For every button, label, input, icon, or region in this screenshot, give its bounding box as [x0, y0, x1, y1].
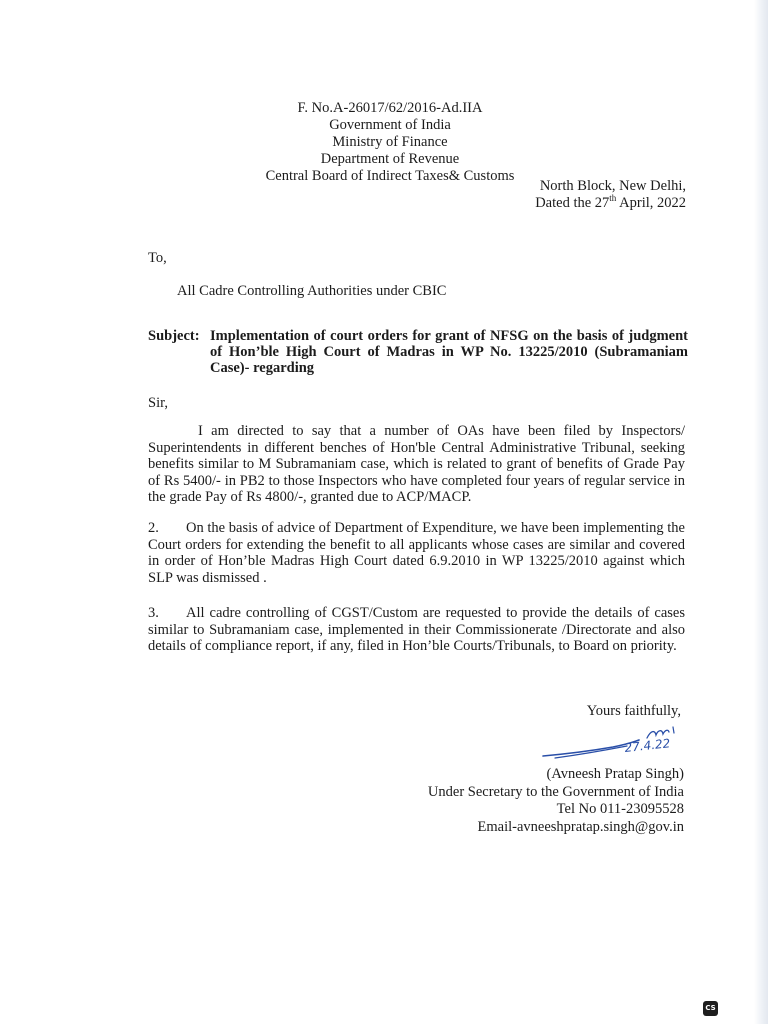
- board-name: Central Board of Indirect Taxes& Customs: [265, 168, 515, 184]
- signatory-email: Email-avneeshpratap.singh@gov.in: [477, 818, 684, 835]
- addressee: All Cadre Controlling Authorities under CBIC: [177, 283, 447, 299]
- camscanner-badge: CS: [703, 1001, 718, 1016]
- paragraph-3-number: 3.: [148, 605, 159, 621]
- paragraph-1-text: I am directed to say that a number of OAs have been filed by Inspectors/ Superintendents in different benches of Hon'ble Central Administrative Tribunal, seeking benefits similar to M Subramaniam case, which is related to grant of benefits of Grade Pay of Rs 5400/- in PB2 to those Inspectors who have completed four years of regular service in the grade Pay of Rs 4800/-, granted due to ACP/MACP.: [148, 423, 685, 505]
- subject-label: Subject:: [148, 328, 200, 344]
- paragraph-3-text: All cadre controlling of CGST/Custom are requested to provide the details of cases similar to Subramaniam case, implemented in their Commissionerate /Directorate and also details of compliance report, if any, filed in Hon’ble Courts/Tribunals, to Board on priority.: [148, 605, 685, 654]
- subject-text: Implementation of court orders for grant of NFSG on the basis of judgment of Hon’ble High Court of Madras in WP No. 13225/2010 (Subramaniam Case)- regarding: [210, 328, 688, 376]
- department-name: Department of Revenue: [320, 151, 460, 167]
- paragraph-2-number: 2.: [148, 520, 159, 536]
- subject-block: [148, 328, 688, 376]
- letter-header: [260, 100, 520, 185]
- place-and-date: [535, 178, 686, 212]
- paragraph-3: [148, 605, 685, 655]
- ministry-name: Ministry of Finance: [332, 134, 448, 150]
- closing: Yours faithfully,: [586, 703, 681, 719]
- signatory-phone: Tel No 011-23095528: [556, 801, 684, 817]
- paragraph-2: [148, 520, 685, 586]
- paragraph-1: [148, 423, 685, 506]
- to-line: To,: [148, 250, 167, 266]
- handwritten-signature: [535, 724, 695, 766]
- letter-date: Dated the 27th April, 2022: [535, 193, 686, 211]
- signature-date-annotation: 27.4.22: [623, 736, 671, 755]
- signatory-designation: Under Secretary to the Government of India: [427, 783, 684, 800]
- place: North Block, New Delhi,: [539, 178, 686, 194]
- government-name: Government of India: [329, 117, 451, 133]
- signatory-block: [428, 766, 684, 836]
- paragraph-2-text: On the basis of advice of Department of Expenditure, we have been implementing the Court orders for extending the benefit to all applicants whose cases are similar and covered in order of Hon’ble Madras High Court dated 6.9.2010 in WP 13225/2010 against which SLP was dismissed .: [148, 520, 685, 586]
- signatory-name: (Avneesh Pratap Singh): [546, 766, 684, 782]
- file-number: F. No.A-26017/62/2016-Ad.IIA: [297, 100, 483, 116]
- greeting: Sir,: [148, 395, 168, 411]
